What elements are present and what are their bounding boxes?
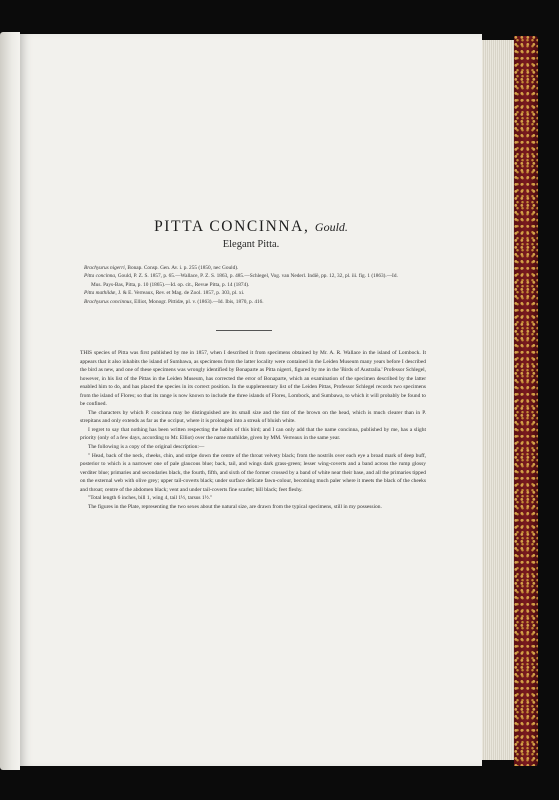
body-paragraph: "Total length 6 inches, bill 1, wing 4, tail 1½, tarsus 1½." <box>88 495 213 502</box>
body-paragraph: " Head, back of the neck, cheeks, chin, and stripe down the centre of the throat velvety black; from the nostrils over each eye a broad mark of deep buff, posterior to which is a narrower one of pale glaucous blue; back, tail, and wings dark grass-green; lesser wing-coverts and a band across the rump glossy verditer blue; primaries and secondaries black, the fourth, fifth, and sixth of the former crossed by a band of white near their base, and all the primaries tipped on the external web with olive grey; upper tail-coverts black; under surface delicate fawn-colour, becoming much paler where it meets the black of the cheeks and throat; centre of the abdomen black; vent and under tail-coverts fine scarlet; bill black; feet fleshy. <box>80 452 426 493</box>
species-author: Gould. <box>314 220 348 234</box>
synonymy-entry: Brachyurus nigerri, Bonap. Consp. Gen. Av. i. p. 255 (1850, nec Gould). <box>84 265 239 271</box>
species-title <box>20 218 482 236</box>
book-left-edge <box>0 32 20 770</box>
body-text <box>80 349 426 511</box>
body-paragraph: The figures in the Plate, representing the two sexes about the natural size, are drawn from the typical specimens, still in my possession. <box>88 503 382 510</box>
species-name: PITTA CONCINNA, <box>154 218 310 235</box>
body-paragraph: I regret to say that nothing has been written respecting the habits of this bird; and I can only add that the name concinna, published by me, has a slight priority (only of a few days, according to Mr. Elliot) over the name mathildæ, given by MM. Verreaux in the same year. <box>80 426 426 442</box>
body-paragraph: THIS species of Pitta was first published by me in 1857, when I described it from specimens obtained by Mr. A. R. Wallace in the island of Lombock. It appears that it also inhabits the island of Sumbawa, as specimens from the latter locality were contained in the Leiden Museum many years before I described the bird as new, and one of these specimens was wrongly identified by Bonaparte as Pitta nigerri, figured by me in the 'Birds of Australia.' Professor Schlegel, however, in his list of the Pittas in the Leiden Museum, has corrected the error of Bonaparte, which an examination of the specimen described by the latter enabled him to do, and has placed the species in its correct position. In the supplementary list of the Leiden Pittas, Professor Schlegel records two specimens from the island of Flores; so that its range is now known to include the three islands of Flores, Lombock, and Sumbawa, to which it will probably be found to be confined. <box>80 350 426 408</box>
synonymy-entry: Pitta concinna, Gould, P. Z. S. 1857, p. 65.—Wallace, P. Z. S. 1863, p. 485.—Schlegel, Vog. van Nederl. Indië, pp. 12, 32, pl. iii. fig. 1 (1863).—Id. Mus. Pays-Bas, Pitta, p. 10 (1865).—Id. op. cit., Revue Pitta, p. 14 (1874). <box>84 273 398 288</box>
body-paragraph: The characters by which P. concinna may be distinguished are its small size and the tint of the brown on the head, which is much clearer than in P. strepitans and only extends as far as the occiput, where it is prolonged into a streak of bluish white. <box>80 409 426 425</box>
synonymy-entry: Pitta mathildæ, J. & E. Verreaux, Rev. et Mag. de Zool. 1857, p. 303, pl. xi. <box>84 290 245 297</box>
section-divider <box>216 330 272 331</box>
body-paragraph: The following is a copy of the original description:— <box>88 444 205 451</box>
page-fore-edge <box>482 40 516 760</box>
marbled-cover-edge <box>514 36 538 766</box>
synonymy-entry: Brachyurus concinnus, Elliot, Monogr. Pittidæ, pl. v. (1863).—Id. Ibis, 1870, p. 416. <box>84 298 264 305</box>
synonymy-list <box>84 264 404 306</box>
common-name: Elegant Pitta. <box>222 239 280 250</box>
